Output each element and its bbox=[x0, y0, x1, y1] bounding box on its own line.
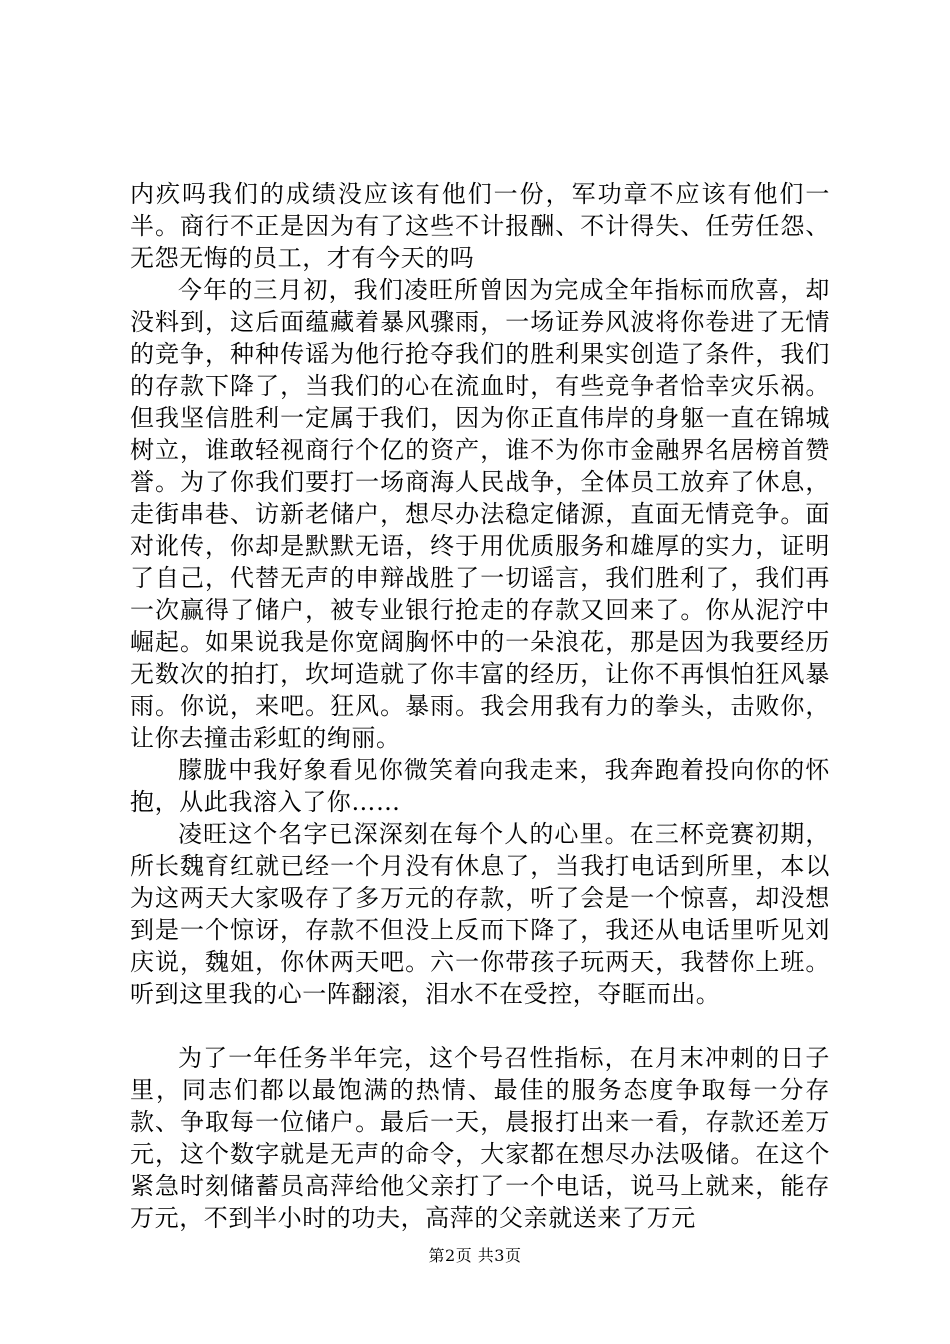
paragraph-4: 凌旺这个名字已深深刻在每个人的心里。在三杯竞赛初期，所长魏育红就已经一个月没有休息了，当我打电话到所里，本以为这两天大家吸存了多万元的存款，听了会是一个惊喜，却没想到是一个惊讶，存款不但没上反而下降了，我还从电话里听见刘庆说，魏姐，你休两天吧。六一你带孩子玩两天，我替你上班。听到这里我的心一阵翻滚，泪水不在受控，夺眶而出。 bbox=[130, 820, 830, 1008]
paragraph-5: 为了一年任务半年完，这个号召性指标，在月末冲刺的日子里，同志们都以最饱满的热情、最佳的服务态度争取每一分存款、争取每一位储户。最后一天，晨报打出来一看，存款还差万元，这个数字就是无声的命令，大家都在想尽办法吸储。在这个紧急时刻储蓄员高萍给他父亲打了一个电话，说马上就来，能存万元，不到半小时的功夫，高萍的父亲就送来了万元 bbox=[130, 1044, 830, 1232]
document-body bbox=[130, 178, 830, 1234]
paragraph-1: 内疚吗我们的成绩没应该有他们一份，军功章不应该有他们一半。商行不正是因为有了这些不计报酬、不计得失、任劳任怨、无怨无悔的员工，才有今天的吗 bbox=[130, 180, 830, 272]
page-footer: 第2页 共3页 bbox=[428, 1246, 522, 1265]
paragraph-2: 今年的三月初，我们凌旺所曾因为完成全年指标而欣喜，却没料到，这后面蕴藏着暴风骤雨，一场证券风波将你卷进了无情的竞争，种种传谣为他行抢夺我们的胜利果实创造了条件，我们的存款下降了，当我们的心在流血时，有些竞争者恰幸灾乐祸。但我坚信胜利一定属于我们，因为你正直伟岸的身躯一直在锦城树立，谁敢轻视商行个亿的资产，谁不为你市金融界名居榜首赞誉。为了你我们要打一场商海人民战争，全体员工放弃了休息，走街串巷、访新老储户，想尽办法稳定储源，直面无情竞争。面对讹传，你却是默默无语，终于用优质服务和雄厚的实力，证明了自己，代替无声的申辩战胜了一切谣言，我们胜利了，我们再一次赢得了储户，被专业银行抢走的存款又回来了。你从泥泞中崛起。如果说我是你宽阔胸怀中的一朵浪花，那是因为我要经历无数次的拍打，坎坷造就了你丰富的经历，让你不再惧怕狂风暴雨。你说，来吧。狂风。暴雨。我会用我有力的拳头，击败你，让你去撞击彩虹的绚丽。 bbox=[130, 276, 830, 752]
paragraph-3: 朦胧中我好象看见你微笑着向我走来，我奔跑着投向你的怀抱，从此我溶入了你…… bbox=[130, 756, 830, 816]
